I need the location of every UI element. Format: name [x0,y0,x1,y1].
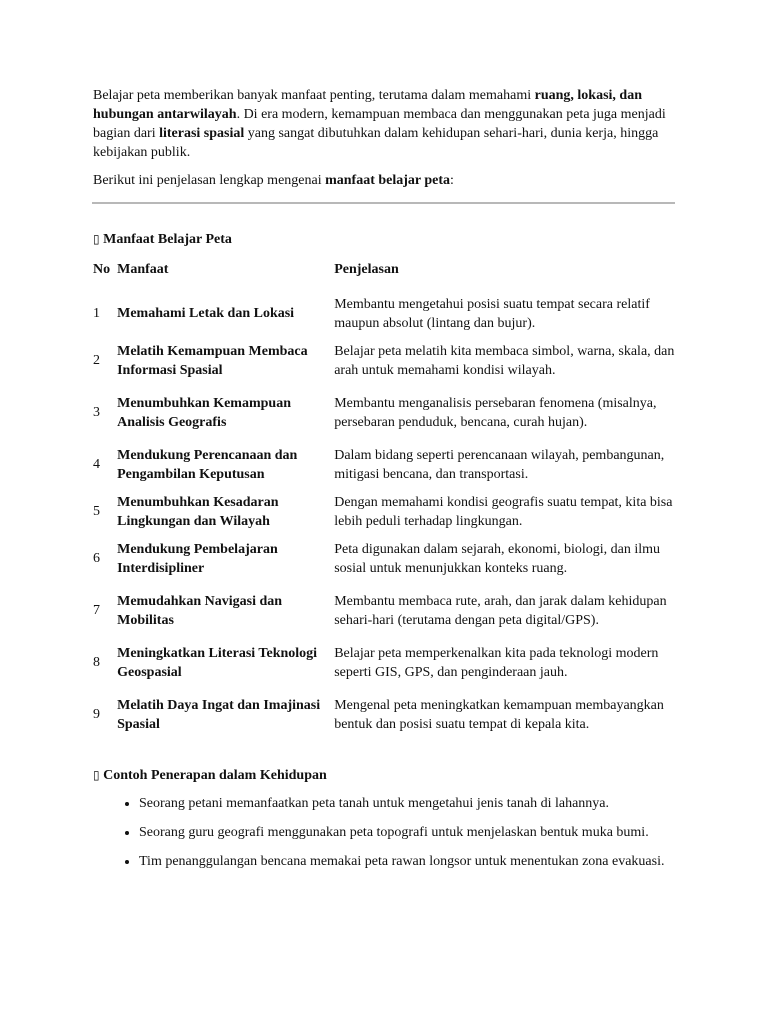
table-row [93,488,676,535]
row-number: 7 [93,603,100,618]
row-explanation: Belajar peta memperkenalkan kita pada teknologi modern seperti GIS, GPS, dan penginderaan jauh. [334,645,659,680]
lead-text: Berikut ini penjelasan lengkap mengenai [93,173,326,188]
row-number: 8 [93,655,100,670]
row-number: 9 [93,707,100,722]
row-explanation: Membantu mengetahui posisi suatu tempat secara relatif maupun absolut (lintang dan bujur). [334,296,650,331]
list-item: • Seorang guru geografi menggunakan peta topografi untuk menjelaskan bentuk muka bumi. [139,824,683,842]
table-row [93,337,676,384]
header-manfaat: Manfaat [117,262,169,277]
table-row [93,290,676,337]
placeholder-glyph-icon: ▯ [93,768,100,782]
document-content [93,86,683,882]
row-number: 1 [93,306,100,321]
row-explanation: Membantu membaca rute, arah, dan jarak dalam kehidupan sehari-hari (terutama dengan peta digital/GPS). [334,593,667,628]
section-title: Contoh Penerapan dalam Kehidupan [103,768,327,783]
section-title: Manfaat Belajar Peta [103,232,232,247]
table-row [93,384,676,441]
table-header-row [93,260,676,290]
table-row [93,441,676,488]
examples-list [93,795,683,871]
row-number: 4 [93,457,100,472]
intro-text: yang sangat dibutuhkan dalam kehidupan sehari-hari, dunia kerja, hingga kebijakan publik. [93,126,659,160]
lead-bold-text: manfaat belajar peta [325,173,451,188]
intro-bold-text: literasi spasial [159,126,245,141]
header-penjelasan: Penjelasan [334,262,399,277]
header-no: No [93,262,111,277]
row-explanation: Peta digunakan dalam sejarah, ekonomi, biologi, dan ilmu sosial untuk menunjukkan konteks ruang. [334,541,661,576]
section-heading-manfaat [93,230,683,249]
row-benefit: Memahami Letak dan Lokasi [117,306,295,321]
row-benefit: Melatih Kemampuan Membaca Informasi Spasial [117,343,308,378]
intro-text: . Di era modern, kemampuan membaca dan menggunakan peta juga menjadi bagian dari [93,107,666,141]
intro-paragraph [93,86,683,162]
lead-text: : [450,173,454,188]
row-benefit: Mendukung Perencanaan dan Pengambilan Keputusan [117,447,298,482]
benefits-table [93,260,676,743]
placeholder-glyph-icon: ▯ [93,232,100,246]
list-item: • Seorang petani memanfaatkan peta tanah untuk mengetahui jenis tanah di lahannya. [139,795,683,813]
intro-text: Belajar peta memberikan banyak manfaat penting, terutama dalam memahami [93,88,535,103]
table-row [93,639,676,686]
intro-bold-text: ruang, lokasi, dan hubungan antarwilayah [93,88,642,122]
row-explanation: Membantu menganalisis persebaran fenomena (misalnya, persebaran penduduk, bencana, curah hujan). [334,395,657,430]
row-number: 3 [93,405,100,420]
table-row [93,582,676,639]
row-number: 6 [93,551,100,566]
row-number: 2 [93,353,100,368]
row-explanation: Dengan memahami kondisi geografis suatu tempat, kita bisa lebih peduli terhadap lingkungan. [334,494,673,529]
row-benefit: Memudahkan Navigasi dan Mobilitas [117,593,283,628]
row-benefit: Meningkatkan Literasi Teknologi Geospasial [117,645,318,680]
row-explanation: Dalam bidang seperti perencanaan wilayah, pembangunan, mitigasi bencana, dan transportasi. [334,447,665,482]
table-row [93,535,676,582]
row-number: 5 [93,504,100,519]
horizontal-divider [92,202,675,204]
row-benefit: Melatih Daya Ingat dan Imajinasi Spasial [117,697,321,732]
lead-paragraph [93,171,683,190]
row-explanation: Mengenal peta meningkatkan kemampuan membayangkan bentuk dan posisi suatu tempat di kepala kita. [334,697,664,732]
row-benefit: Menumbuhkan Kemampuan Analisis Geografis [117,395,291,430]
section-heading-contoh [93,766,683,785]
table-row [93,686,676,743]
row-explanation: Belajar peta melatih kita membaca simbol, warna, skala, dan arah untuk memahami kondisi wilayah. [334,343,675,378]
row-benefit: Mendukung Pembelajaran Interdisipliner [117,541,278,576]
row-benefit: Menumbuhkan Kesadaran Lingkungan dan Wilayah [117,494,279,529]
list-item: • Tim penanggulangan bencana memakai peta rawan longsor untuk menentukan zona evakuasi. [139,853,683,871]
